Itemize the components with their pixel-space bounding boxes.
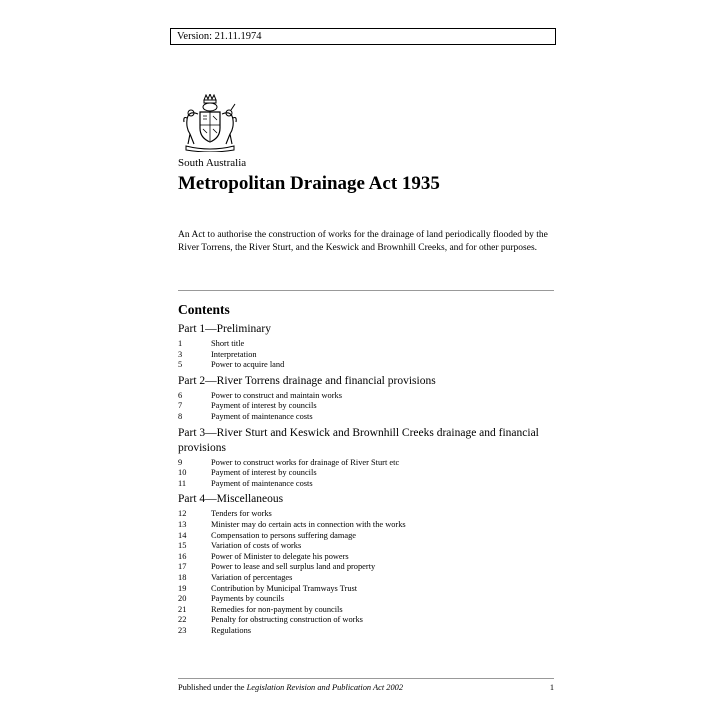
section-number: 22 [178,615,187,625]
section-title: Contribution by Municipal Tramways Trust [211,583,358,593]
section-entry[interactable] [178,391,558,402]
part-heading[interactable]: Part 2—River Torrens drainage and financial provisions [178,374,436,387]
section-number: 11 [178,478,187,488]
section-title: Variation of percentages [211,572,293,582]
section-number: 18 [178,572,187,582]
section-title: Minister may do certain acts in connection with the works [211,519,406,529]
section-entry[interactable] [178,339,558,350]
section-title: Power to lease and sell surplus land and property [211,562,376,572]
section-number: 12 [178,509,187,519]
section-entry[interactable] [178,605,558,616]
section-title: Compensation to persons suffering damage [211,530,356,540]
section-title: Short title [211,339,245,348]
section-title: Power to construct and maintain works [211,390,342,400]
jurisdiction: South Australia [178,157,247,169]
section-title: Regulations [211,625,252,635]
section-title: Power to acquire land [211,360,285,370]
section-number: 20 [178,594,187,604]
section-title: Payment of interest by councils [211,468,317,478]
coat-of-arms-icon [180,94,240,152]
section-number: 9 [178,457,183,467]
section-entry[interactable] [178,458,558,469]
contents-part [178,426,558,490]
section-number: 6 [178,390,183,400]
section-title: Interpretation [211,349,257,359]
divider-bottom [178,678,554,679]
part-heading[interactable]: Part 4—Miscellaneous [178,493,284,506]
table-of-contents [178,302,558,638]
section-entry[interactable] [178,360,558,371]
section-entry[interactable] [178,412,558,423]
section-number: 5 [178,360,183,370]
section-entry[interactable] [178,509,558,520]
contents-heading: Contents [178,302,230,317]
footer [178,683,554,692]
section-title: Payment of interest by councils [211,401,317,411]
act-title: Metropolitan Drainage Act 1935 [178,173,440,194]
section-title: Remedies for non-payment by councils [211,604,343,614]
contents-part [178,374,558,423]
footer-act-name: Legislation Revision and Publication Act 2002 [246,683,404,692]
section-entry[interactable] [178,562,558,573]
section-number: 21 [178,604,187,614]
part-heading[interactable]: Part 3—River Sturt and Keswick and Brownhill Creeks drainage and financial provisions [178,426,539,454]
contents-part [178,492,558,636]
page-number: 1 [549,683,554,692]
section-number: 8 [178,411,183,421]
section-entry[interactable] [178,520,558,531]
footer-publication [178,683,403,692]
version-text: Version: 21.11.1974 [177,31,262,42]
contents-part [178,322,558,371]
section-entry[interactable] [178,626,558,637]
footer-prefix: Published under the [178,683,247,692]
section-title: Variation of costs of works [211,541,302,551]
section-number: 7 [178,401,183,411]
long-title: An Act to authorise the construction of works for the drainage of land periodically flooded by the River Torrens, the River Sturt, and the Keswick and Brownhill Creeks, and for other purposes. [178,230,548,253]
section-title: Power to construct works for drainage of River Sturt etc [211,457,400,467]
section-entry[interactable] [178,594,558,605]
section-title: Payments by councils [211,594,285,604]
divider-top [178,290,554,291]
section-entry[interactable] [178,350,558,361]
version-box [170,28,556,45]
section-number: 1 [178,339,183,348]
section-title: Penalty for obstructing construction of works [211,615,363,625]
section-entry[interactable] [178,573,558,584]
section-title: Power of Minister to delegate his powers [211,551,349,561]
section-entry[interactable] [178,468,558,479]
section-entry[interactable] [178,401,558,412]
section-number: 3 [178,349,183,359]
part-heading[interactable]: Part 1—Preliminary [178,323,271,335]
section-entry[interactable] [178,531,558,542]
section-number: 19 [178,583,187,593]
section-number: 14 [178,530,187,540]
section-number: 23 [178,625,187,635]
section-entry[interactable] [178,479,558,490]
contents-parts [178,322,558,636]
section-entry[interactable] [178,541,558,552]
section-number: 10 [178,468,187,478]
section-title: Payment of maintenance costs [211,411,313,421]
section-number: 13 [178,519,187,529]
section-number: 15 [178,541,187,551]
section-title: Tenders for works [211,509,272,519]
section-number: 17 [178,562,187,572]
section-number: 16 [178,551,187,561]
section-entry[interactable] [178,615,558,626]
section-title: Payment of maintenance costs [211,478,313,488]
section-entry[interactable] [178,584,558,595]
section-entry[interactable] [178,552,558,563]
